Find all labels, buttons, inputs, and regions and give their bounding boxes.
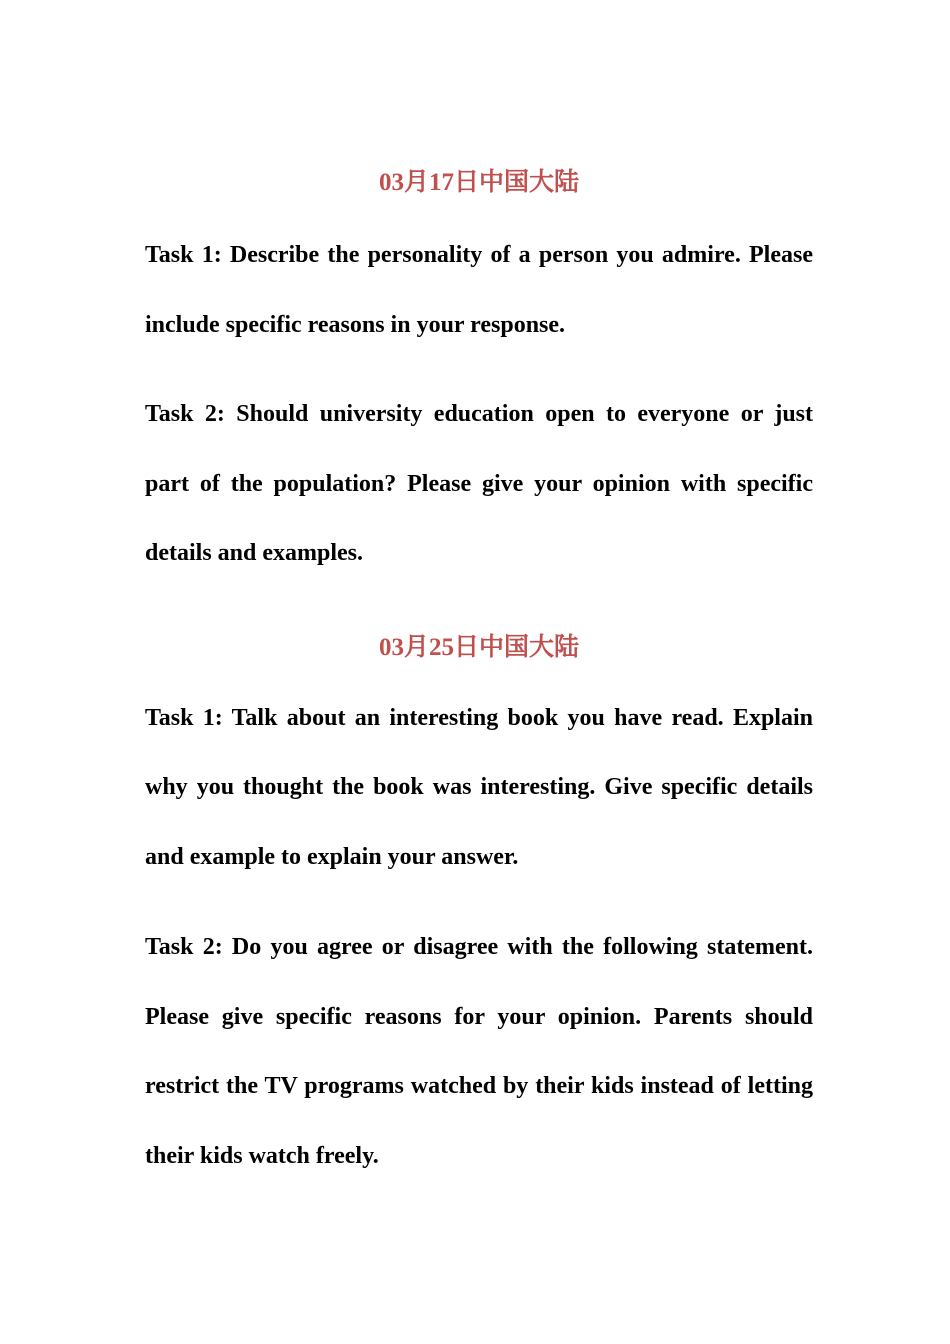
task-paragraph-0317-task1: Task 1: Describe the personality of a person you admire. Please include specific reasons in your response. — [145, 242, 813, 338]
task-paragraph-0317-task2: Task 2: Should university education open to everyone or just part of the population? Please give your opinion with specific details and examples. — [145, 401, 813, 566]
task-paragraph-0325-task1: Task 1: Talk about an interesting book you have read. Explain why you thought the book was interesting. Give specific details and example to explain your answer. — [145, 704, 813, 870]
section-heading-0317: 03月17日中国大陆 — [378, 169, 579, 196]
document-page — [145, 0, 813, 1191]
section-heading-0325: 03月25日中国大陆 — [378, 633, 579, 661]
task-paragraph-0325-task2: Task 2: Do you agree or disagree with the following statement. Please give specific reasons for your opinion. Parents should restrict the TV programs watched by their kids instead of letting their kids watch freely. — [145, 934, 813, 1169]
